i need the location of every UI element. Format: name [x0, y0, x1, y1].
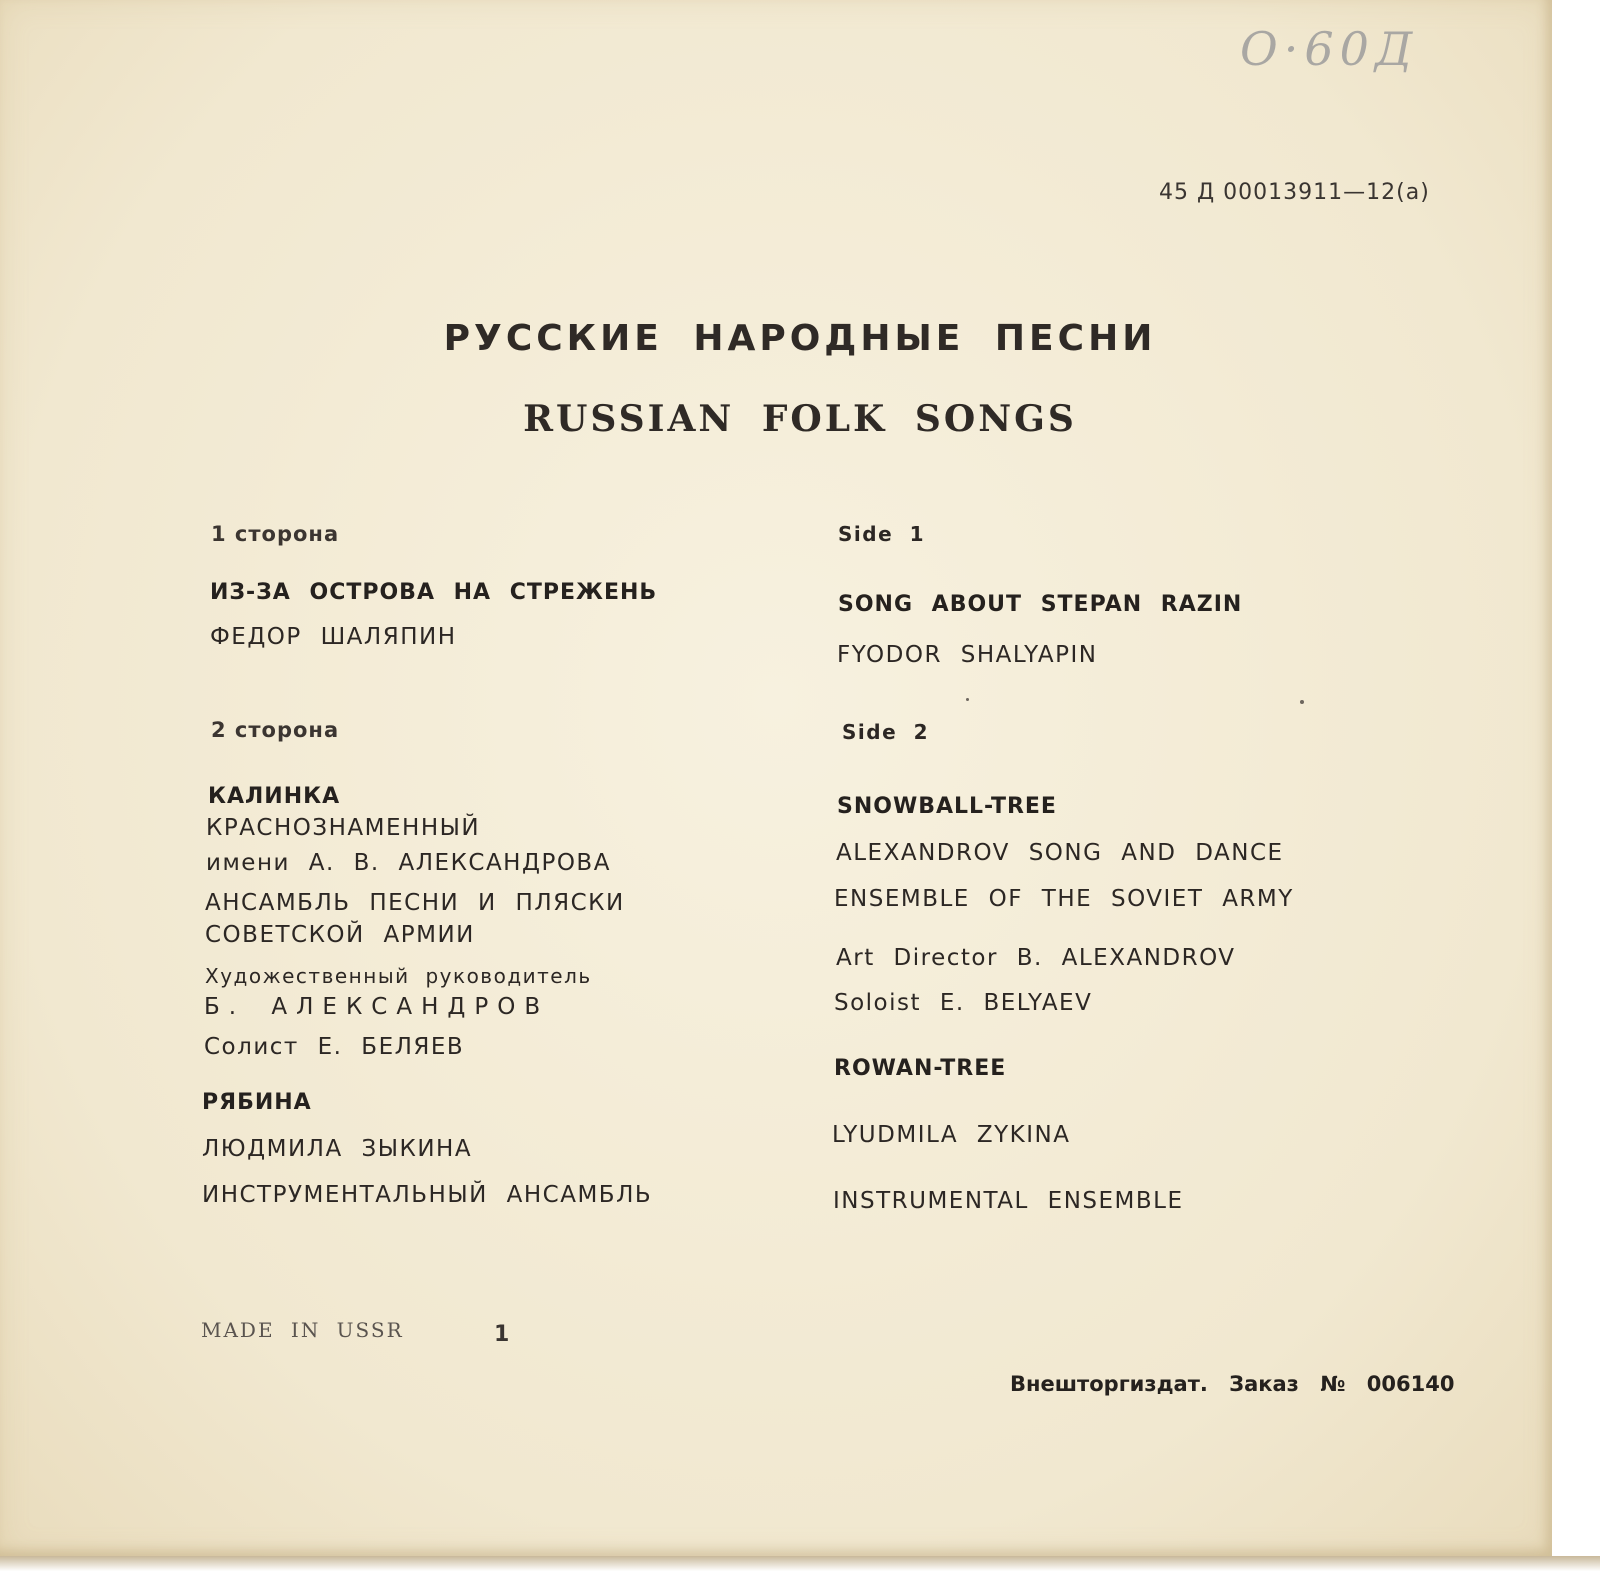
- made-in-label: MADE IN USSR: [201, 1318, 404, 1342]
- en-side1-performer: FYODOR SHALYAPIN: [837, 642, 1098, 668]
- ink-speck: [1300, 700, 1304, 704]
- ru-side1-performer: ФЕДОР ШАЛЯПИН: [210, 624, 457, 650]
- scan-margin-right: [1552, 0, 1600, 1594]
- ru-side1-song: ИЗ-ЗА ОСТРОВА НА СТРЕЖЕНЬ: [210, 580, 658, 605]
- catalog-number: 45 Д 00013911—12(а): [1159, 180, 1430, 205]
- ru-song3-ensemble: ИНСТРУМЕНТАЛЬНЫЙ АНСАМБЛЬ: [202, 1182, 653, 1208]
- en-side1-label: Side 1: [838, 522, 926, 546]
- publisher-order: Внешторгиздат. Заказ № 006140: [1010, 1372, 1455, 1396]
- ru-song3-performer: ЛЮДМИЛА ЗЫКИНА: [202, 1136, 473, 1162]
- title-english: RUSSIAN FOLK SONGS: [523, 398, 1077, 440]
- ru-song2-director-label: Художественный руководитель: [205, 964, 592, 988]
- ink-speck: [966, 698, 969, 701]
- scan-margin-bottom: [0, 1556, 1600, 1594]
- en-song3-title: ROWAN-TREE: [834, 1056, 1007, 1081]
- ru-song2-title: КАЛИНКА: [208, 784, 341, 809]
- ru-song2-line3: АНСАМБЛЬ ПЕСНИ И ПЛЯСКИ: [205, 890, 625, 916]
- en-song2-director: Art Director B. ALEXANDROV: [836, 945, 1236, 971]
- en-song2-line2: ENSEMBLE OF THE SOVIET ARMY: [834, 886, 1294, 912]
- ru-side1-label: 1 сторона: [211, 522, 340, 546]
- en-song2-soloist: Soloist E. BELYAEV: [834, 990, 1093, 1016]
- ru-song3-title: РЯБИНА: [202, 1090, 312, 1115]
- en-side2-label: Side 2: [842, 720, 930, 744]
- ru-song2-line1: КРАСНОЗНАМЕННЫЙ: [206, 815, 481, 841]
- en-side1-song: SONG ABOUT STEPAN RAZIN: [838, 592, 1243, 617]
- handwritten-note: О·60Д: [1240, 22, 1419, 76]
- en-song3-ensemble: INSTRUMENTAL ENSEMBLE: [833, 1188, 1184, 1214]
- en-song3-performer: LYUDMILA ZYKINA: [832, 1122, 1071, 1148]
- title-russian: РУССКИЕ НАРОДНЫЕ ПЕСНИ: [443, 318, 1157, 359]
- ru-song2-line4: СОВЕТСКОЙ АРМИИ: [205, 922, 475, 948]
- ru-song2-line2: имени А. В. АЛЕКСАНДРОВА: [206, 850, 611, 876]
- page-mark: 1: [494, 1322, 510, 1347]
- en-song2-line1: ALEXANDROV SONG AND DANCE: [836, 840, 1284, 866]
- ru-song2-soloist: Солист Е. БЕЛЯЕВ: [204, 1034, 465, 1060]
- ru-song2-director-name: Б. АЛЕКСАНДРОВ: [204, 994, 550, 1020]
- ru-side2-label: 2 сторона: [211, 718, 340, 742]
- en-song2-title: SNOWBALL-TREE: [837, 794, 1057, 819]
